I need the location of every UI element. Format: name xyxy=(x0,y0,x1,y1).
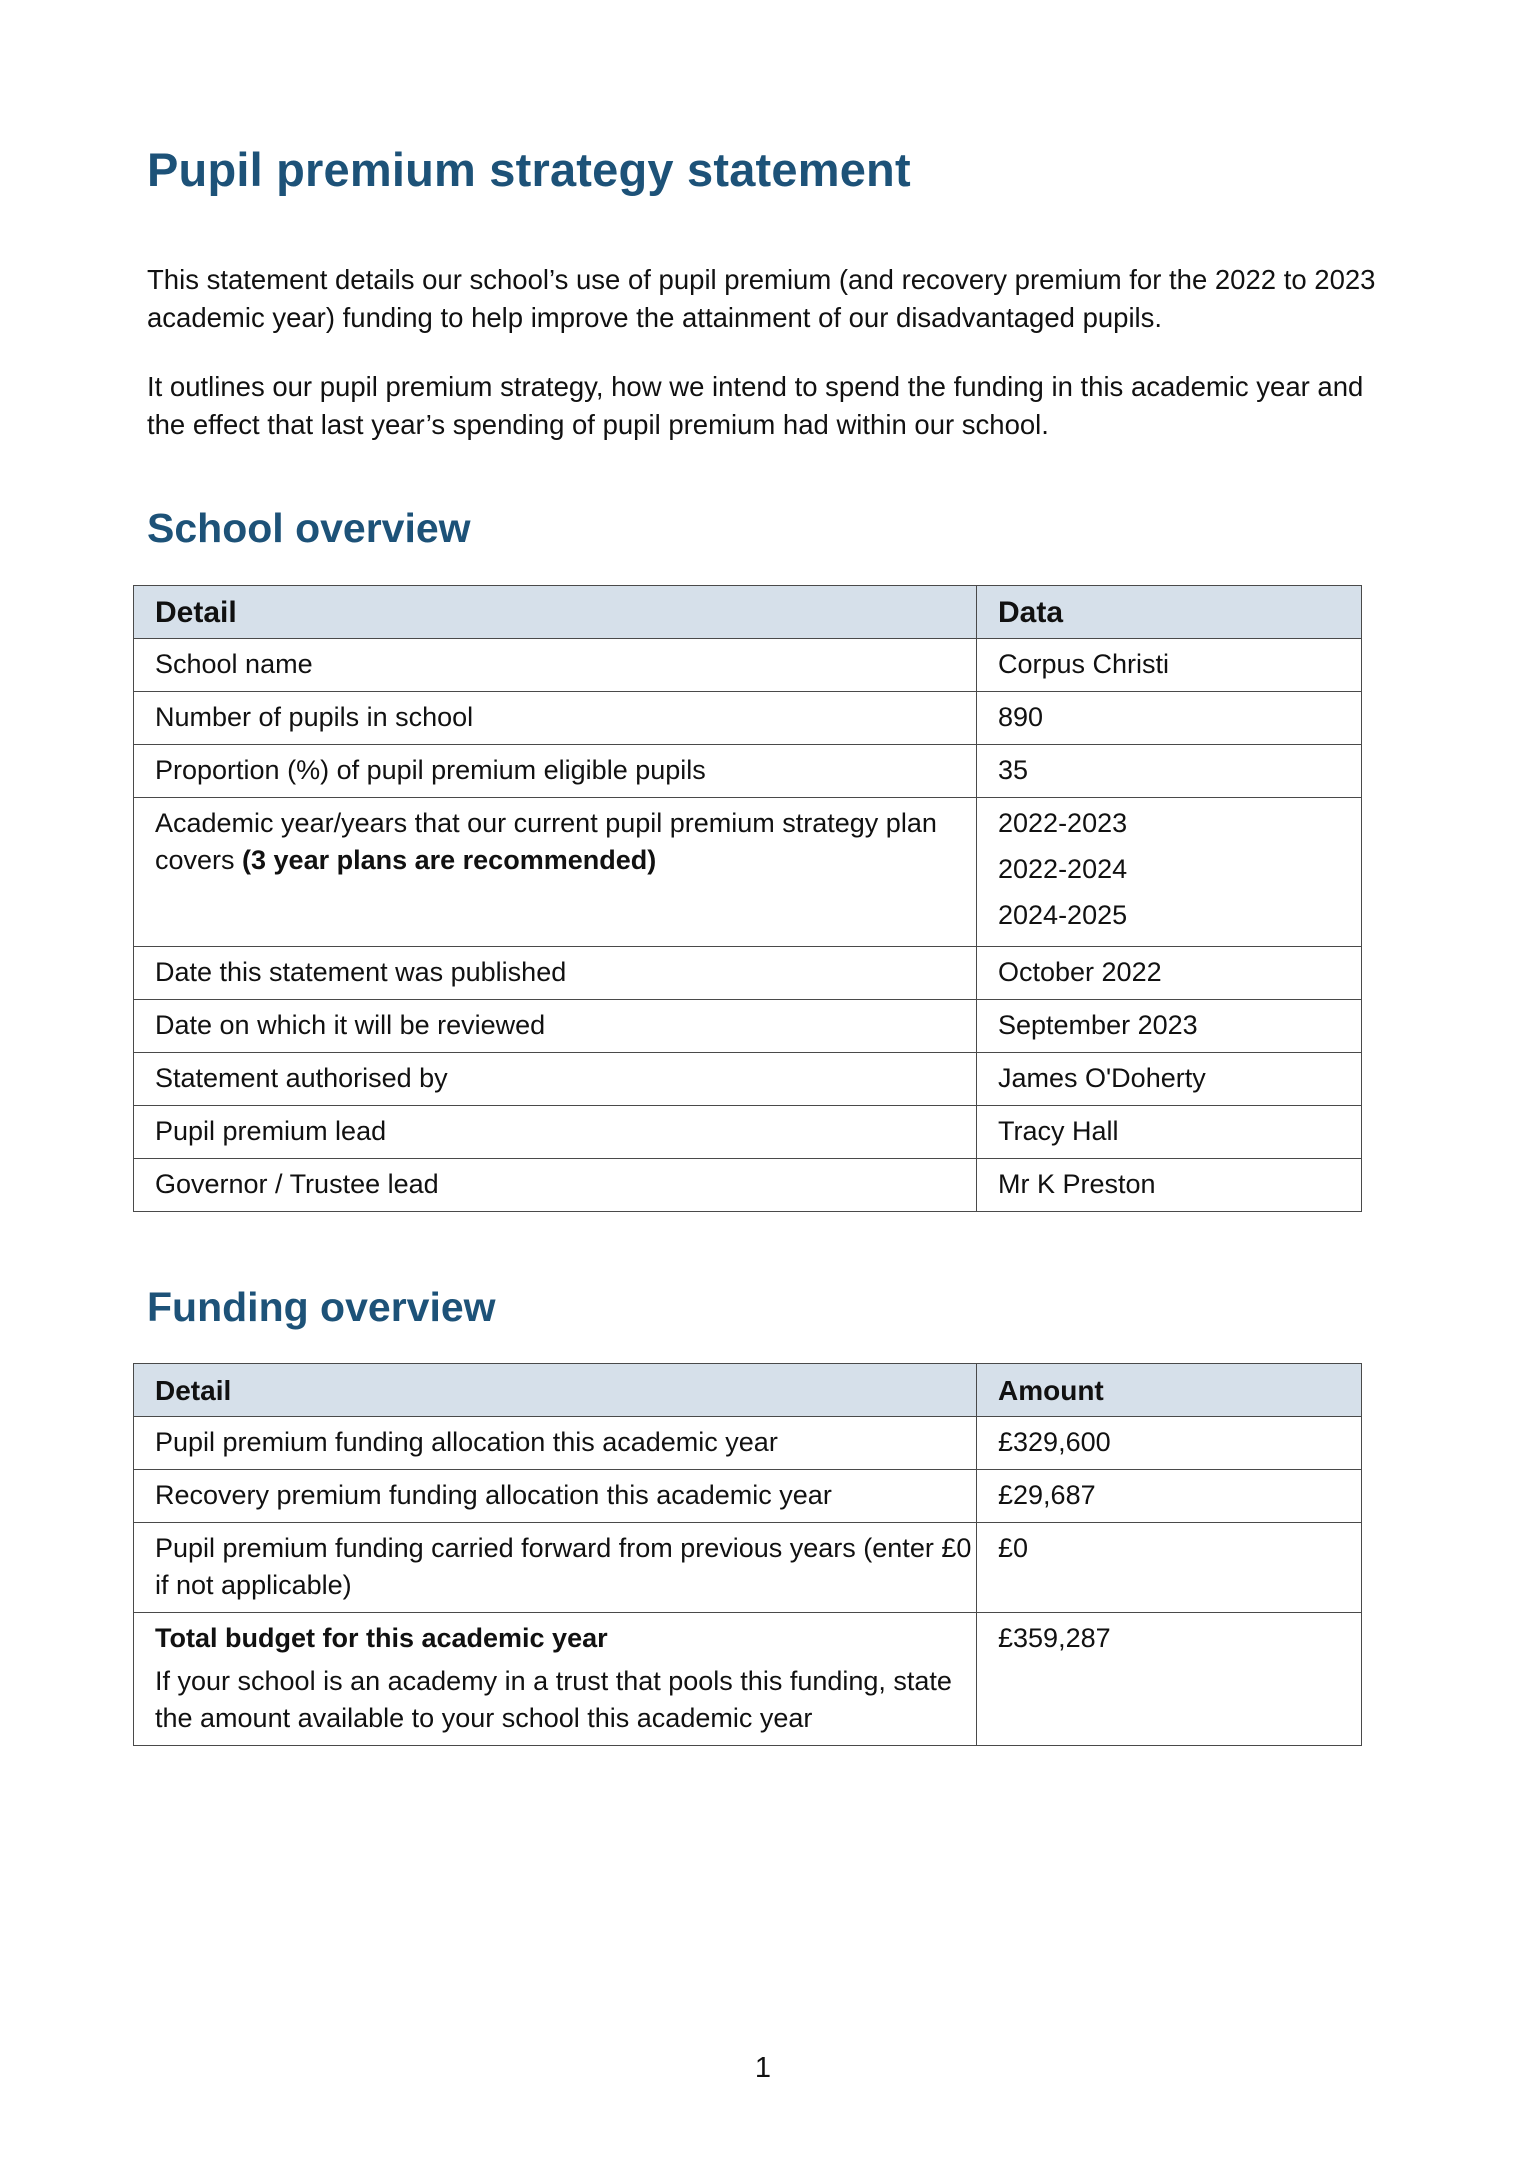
table-row xyxy=(134,639,1362,692)
table-row xyxy=(134,798,1362,947)
column-header-detail: Detail xyxy=(134,1364,977,1417)
table-row xyxy=(134,745,1362,798)
intro-paragraph: It outlines our pupil premium strategy, how we intend to spend the funding in this academic year and the effect that last year’s spending of pupil premium had within our school. xyxy=(147,371,1364,440)
page-title: Pupil premium strategy statement xyxy=(147,143,911,196)
table-header-row xyxy=(134,1364,1362,1417)
academic-year-value: 2022-2024 xyxy=(998,854,1128,884)
detail-cell: Number of pupils in school xyxy=(134,692,977,745)
data-cell: 890 xyxy=(977,692,1362,745)
detail-cell: Governor / Trustee lead xyxy=(134,1159,977,1212)
table-row xyxy=(134,1417,1362,1470)
data-cell: October 2022 xyxy=(977,947,1362,1000)
data-cell: James O'Doherty xyxy=(977,1053,1362,1106)
detail-cell: Recovery premium funding allocation this academic year xyxy=(134,1470,977,1523)
detail-cell: Date this statement was published xyxy=(134,947,977,1000)
funding-overview-heading: Funding overview xyxy=(147,1284,496,1330)
detail-text: Academic year/years that our current pupil premium strategy plan covers xyxy=(155,808,937,875)
detail-cell: Date on which it will be reviewed xyxy=(134,1000,977,1053)
funding-overview-table xyxy=(133,1363,1362,1746)
data-cell: September 2023 xyxy=(977,1000,1362,1053)
academy-note: If your school is an academy in a trust that pools this funding, state the amount available to your school this academic year xyxy=(155,1666,952,1733)
detail-bold-note: (3 year plans are recommended) xyxy=(242,845,657,875)
amount-cell: £329,600 xyxy=(977,1417,1362,1470)
column-header-amount: Amount xyxy=(977,1364,1362,1417)
table-row xyxy=(134,1106,1362,1159)
data-cell: 35 xyxy=(977,745,1362,798)
detail-cell xyxy=(134,798,977,947)
total-budget-label: Total budget for this academic year xyxy=(155,1623,608,1653)
table-header-row xyxy=(134,586,1362,639)
amount-cell: £359,287 xyxy=(977,1613,1362,1746)
table-row xyxy=(134,1000,1362,1053)
detail-cell: Pupil premium funding allocation this academic year xyxy=(134,1417,977,1470)
table-row xyxy=(134,1523,1362,1613)
academic-year-value: 2022-2023 xyxy=(998,808,1128,838)
detail-cell xyxy=(134,1613,977,1746)
data-cell xyxy=(977,798,1362,947)
table-row xyxy=(134,1613,1362,1746)
table-row xyxy=(134,692,1362,745)
table-row xyxy=(134,1470,1362,1523)
column-header-data: Data xyxy=(977,586,1362,639)
intro-paragraph: This statement details our school’s use of pupil premium (and recovery premium for the 2022 to 2023 academic year) funding to help improve the attainment of our disadvantaged pupils. xyxy=(147,264,1376,333)
data-cell: Corpus Christi xyxy=(977,639,1362,692)
detail-cell: School name xyxy=(134,639,977,692)
detail-cell: Proportion (%) of pupil premium eligible pupils xyxy=(134,745,977,798)
column-header-detail: Detail xyxy=(134,586,977,639)
detail-cell: Pupil premium funding carried forward from previous years (enter £0 if not applicable) xyxy=(134,1523,977,1613)
page-number: 1 xyxy=(754,2052,772,2084)
table-row xyxy=(134,1159,1362,1212)
table-row xyxy=(134,947,1362,1000)
data-cell: Mr K Preston xyxy=(977,1159,1362,1212)
detail-cell: Statement authorised by xyxy=(134,1053,977,1106)
amount-cell: £0 xyxy=(977,1523,1362,1613)
academic-year-value: 2024-2025 xyxy=(998,900,1128,930)
school-overview-heading: School overview xyxy=(147,505,471,551)
table-row xyxy=(134,1053,1362,1106)
amount-cell: £29,687 xyxy=(977,1470,1362,1523)
data-cell: Tracy Hall xyxy=(977,1106,1362,1159)
detail-cell: Pupil premium lead xyxy=(134,1106,977,1159)
school-overview-table xyxy=(133,585,1362,1212)
